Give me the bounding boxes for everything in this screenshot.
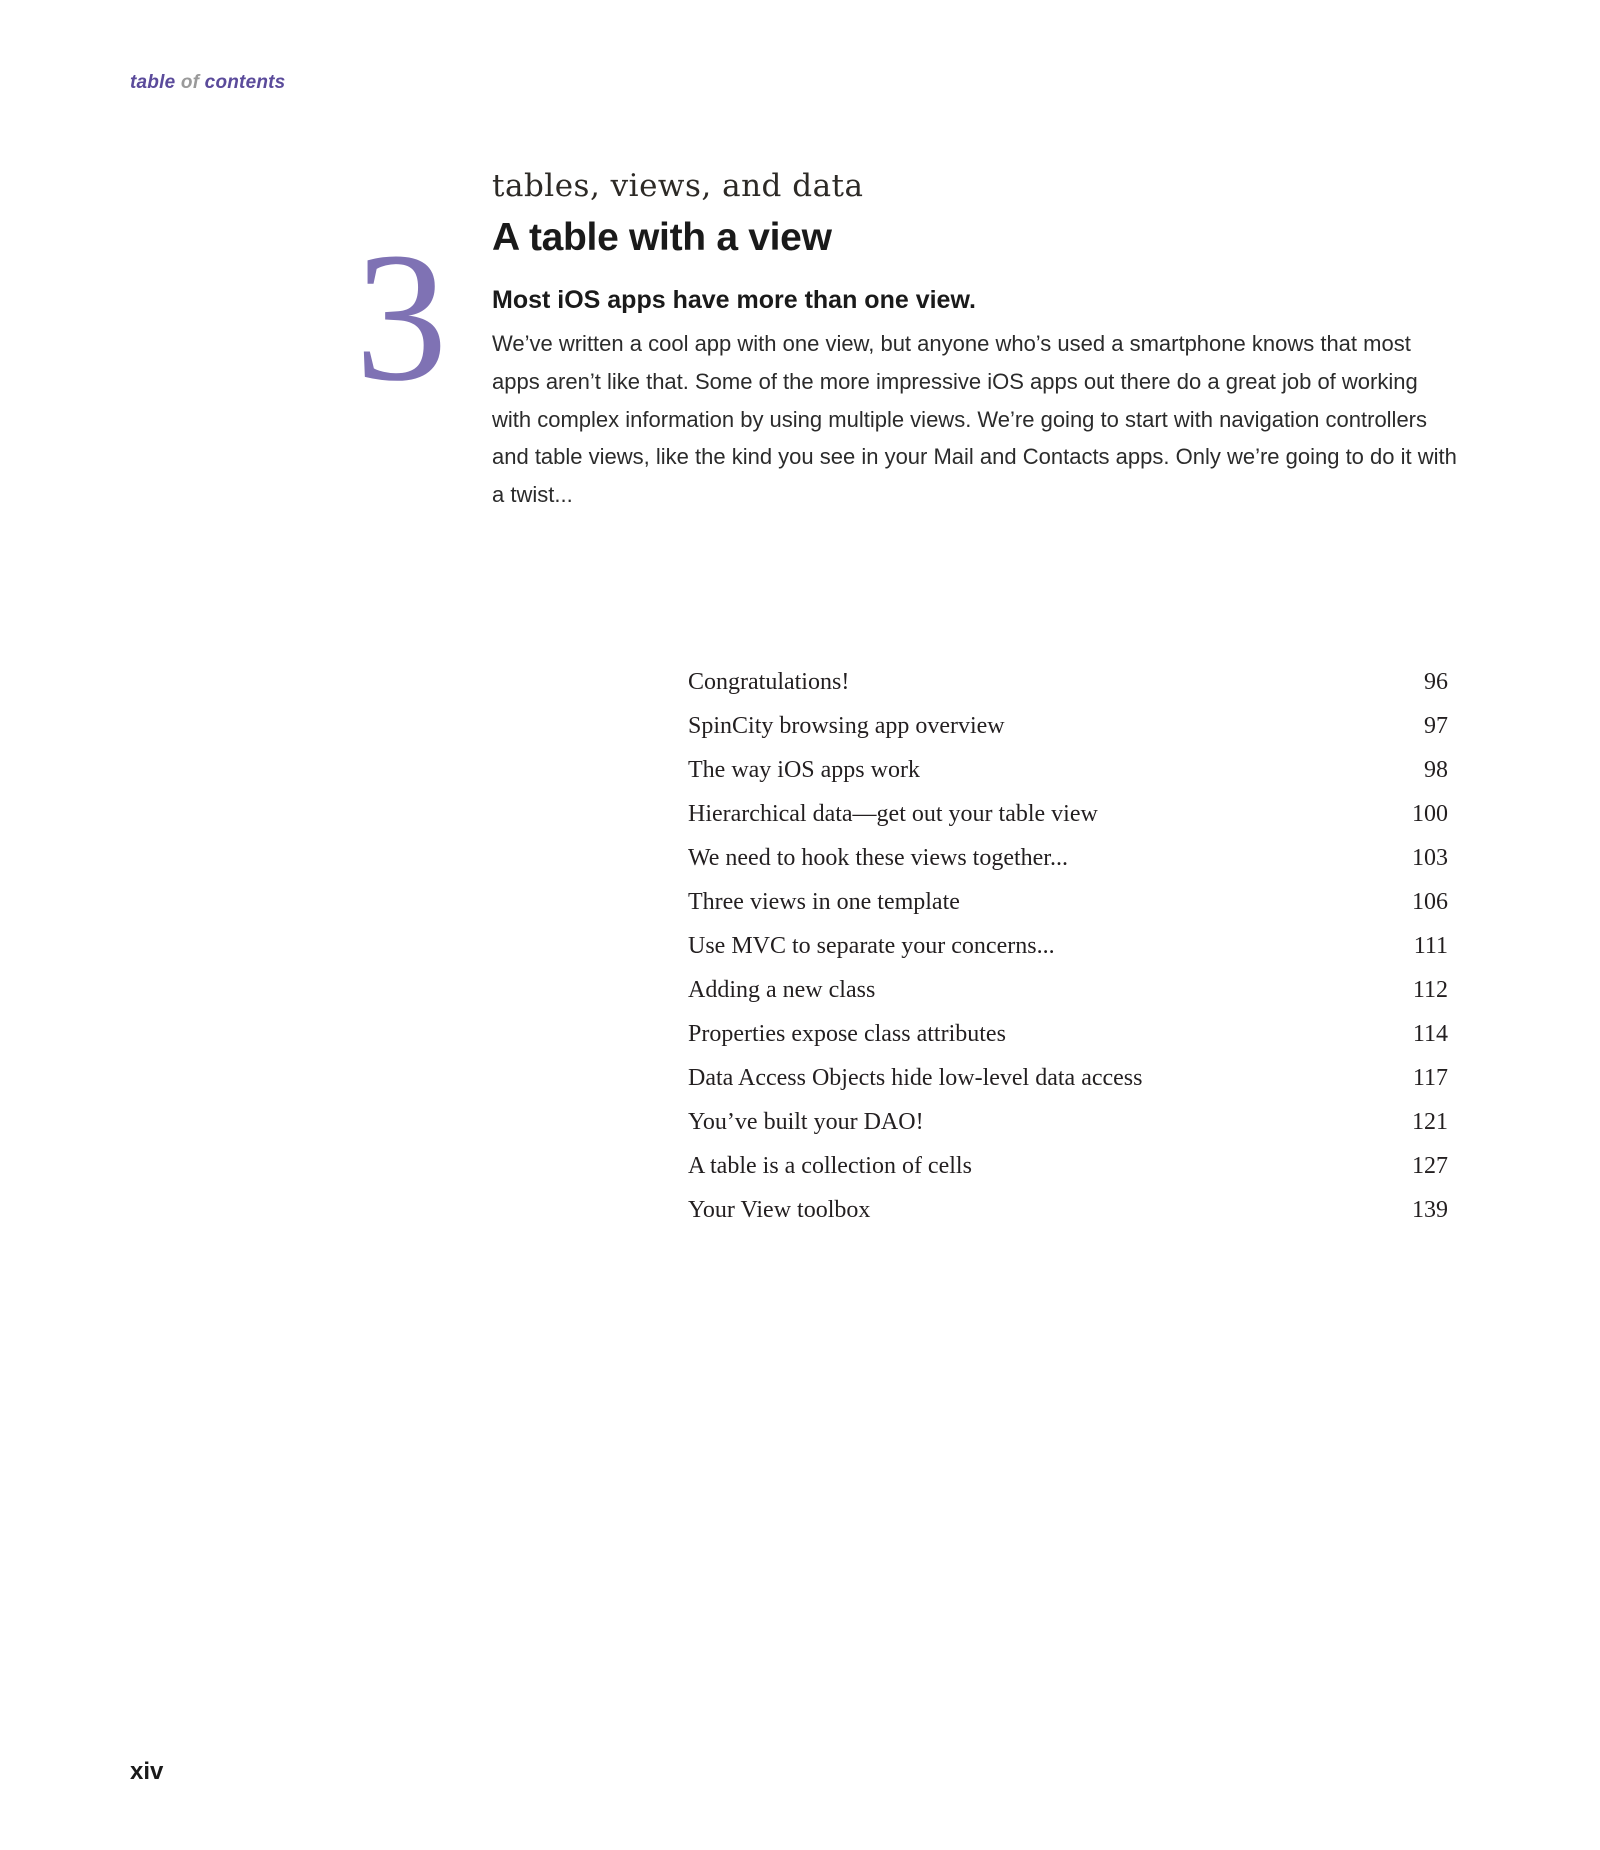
toc-entry-page: 121	[1412, 1108, 1448, 1135]
toc-entry[interactable]	[688, 1188, 1448, 1232]
toc-entry[interactable]	[688, 704, 1448, 748]
toc-entry-label: A table is a collection of cells	[688, 1152, 972, 1179]
running-head-word-table: table	[130, 72, 176, 93]
toc-entry[interactable]	[688, 968, 1448, 1012]
toc-entry-label: Properties expose class attributes	[688, 1020, 1006, 1047]
toc-entry-page: 100	[1412, 800, 1448, 827]
toc-entry[interactable]	[688, 1100, 1448, 1144]
toc-entry-page: 139	[1412, 1196, 1448, 1223]
toc-entry-page: 111	[1413, 932, 1448, 959]
running-head-word-of: of	[180, 72, 200, 93]
toc-entry-label: SpinCity browsing app overview	[688, 712, 1005, 739]
toc-entry-page: 96	[1424, 668, 1448, 695]
toc-entry-page: 106	[1412, 888, 1448, 915]
page-folio: xiv	[130, 1758, 164, 1785]
toc-entry-page: 112	[1412, 976, 1448, 1003]
toc-entry-label: You’ve built your DAO!	[688, 1108, 924, 1135]
toc-entry[interactable]	[688, 924, 1448, 968]
toc-entry-label: We need to hook these views together...	[688, 844, 1068, 871]
chapter-eyebrow: tables, views, and data	[492, 168, 864, 204]
chapter-subtitle: Most iOS apps have more than one view.	[492, 286, 976, 314]
toc-entry-page: 97	[1424, 712, 1448, 739]
running-head	[130, 72, 285, 94]
toc-entry-page: 127	[1412, 1152, 1448, 1179]
toc-entry-page: 98	[1424, 756, 1448, 783]
toc-entry[interactable]	[688, 1144, 1448, 1188]
toc-entry[interactable]	[688, 660, 1448, 704]
toc-entry[interactable]	[688, 1056, 1448, 1100]
toc-entry-label: The way iOS apps work	[688, 756, 920, 783]
toc-entry[interactable]	[688, 1012, 1448, 1056]
running-head-word-contents: contents	[204, 72, 286, 93]
toc-entry-label: Use MVC to separate your concerns...	[688, 932, 1055, 959]
chapter-number: 3	[355, 215, 448, 420]
toc-entry-label: Three views in one template	[688, 888, 960, 915]
toc-entry-page: 103	[1412, 844, 1448, 871]
toc-entry[interactable]	[688, 792, 1448, 836]
toc-entry[interactable]	[688, 836, 1448, 880]
toc-entry[interactable]	[688, 880, 1448, 924]
toc-entry-page: 117	[1412, 1064, 1448, 1091]
page-title: A table with a view	[492, 216, 832, 259]
toc-entry-label: Adding a new class	[688, 976, 876, 1003]
toc-entry-label: Data Access Objects hide low-level data access	[688, 1064, 1143, 1091]
toc-entry-label: Congratulations!	[688, 668, 850, 695]
toc-entry[interactable]	[688, 748, 1448, 792]
chapter-header-block	[492, 168, 1457, 514]
toc-entry-label: Your View toolbox	[688, 1196, 871, 1223]
chapter-intro-paragraph: We’ve written a cool app with one view, but anyone who’s used a smartphone knows that most apps aren’t like that. Some of the more impressive iOS apps out there do a great job of working with complex information by using multiple views. We’re going to start with navigation controllers and table views, like the kind you see in your Mail and Contacts apps. Only we’re going to do it with a twist...	[492, 331, 1457, 508]
toc-entry-page: 114	[1412, 1020, 1448, 1047]
toc-entry-label: Hierarchical data—get out your table view	[688, 800, 1098, 827]
toc-list	[688, 660, 1448, 1232]
